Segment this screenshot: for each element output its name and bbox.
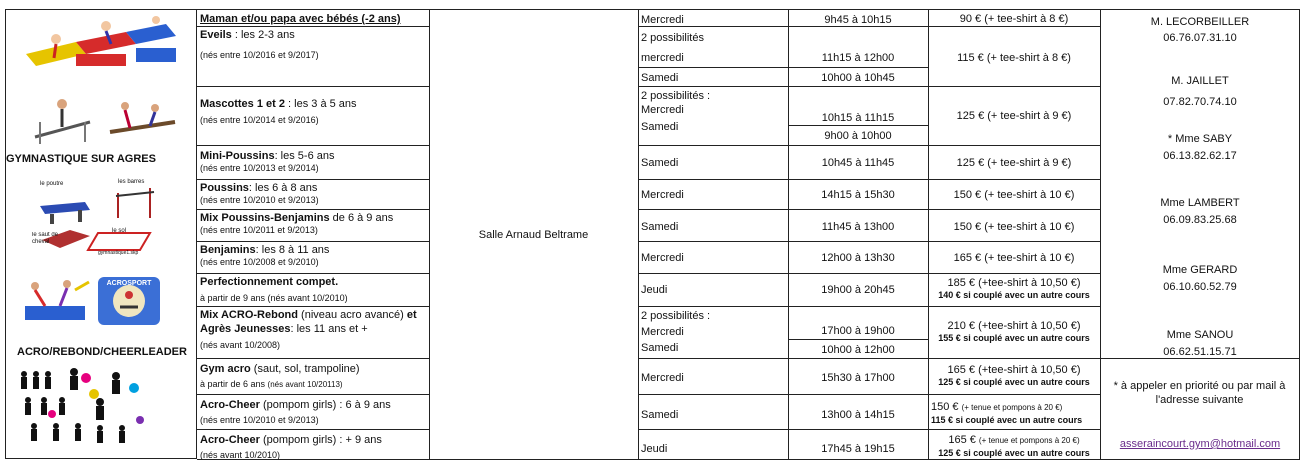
label-sol: le sol	[112, 228, 127, 234]
day-cell: Samedi	[638, 394, 789, 429]
course-title: Mix Poussins-Benjamins	[200, 212, 330, 224]
price-cell	[928, 306, 1101, 358]
course-title: Perfectionnement compet	[200, 276, 336, 288]
contact-name: Mme SANOU	[1166, 329, 1234, 341]
course-desc: : les 3 à 5 ans	[284, 98, 357, 110]
time-cell: 10h00 à 10h45	[788, 67, 929, 86]
contact-gerard	[1100, 263, 1300, 294]
day-cell: Mercredi	[638, 241, 789, 273]
course-sub: (nés entre 10/2016 et 9/2017)	[200, 50, 319, 60]
time-cell: 9h45 à 10h15	[788, 9, 929, 27]
course-sub: (nés entre 10/2010 et 9/2013)	[200, 195, 319, 205]
course-title: Acro-Cheer	[200, 399, 260, 411]
course-sub: (nés avant 10/2008)	[200, 340, 281, 350]
course-sub: (nés entre 10/2011 et 9/2013)	[200, 225, 318, 235]
course-desc: : les 5-6 ans	[274, 150, 335, 162]
price-note: 140 € si couplé avec un autre cours	[938, 290, 1090, 300]
contact-phone: 06.62.51.15.71	[1163, 346, 1237, 358]
course-desc: (pompom girls) : 6 à 9 ans	[259, 399, 391, 411]
contact-phone: 06.09.83.25.68	[1163, 214, 1237, 226]
course-row-1	[197, 26, 430, 86]
contact-saby	[1100, 132, 1300, 163]
time-cell: 11h45 à 13h00	[788, 209, 929, 241]
course-title: Maman et/ou papa avec bébés (-2 ans)	[200, 13, 401, 25]
price-cell: 150 € (+ tee-shirt à 10 €)	[928, 179, 1101, 209]
course-row-0	[197, 9, 430, 27]
course-row-9	[197, 358, 430, 394]
price-cell: 150 € (+ tee-shirt à 10 €)	[928, 209, 1101, 241]
day-options-label: 2 possibilités :	[641, 90, 711, 102]
course-row-4	[197, 179, 430, 209]
course-row-10	[197, 394, 430, 429]
acrosport-label: ACROSPORT	[106, 280, 152, 287]
day-cell: Mercredi	[638, 9, 789, 27]
course-desc: (saut, sol, trampoline)	[250, 363, 360, 375]
course-desc: (pompom girls) : + 9 ans	[259, 434, 382, 446]
course-title: Poussins	[200, 182, 249, 194]
label-saut-cheval: le saut de cheval	[32, 232, 59, 245]
contacts-cell	[1100, 9, 1300, 359]
acro-label: ACRO/REBOND/CHEERLEADER	[17, 346, 187, 358]
price-extra: (+ tenue et pompons à 20 €)	[961, 403, 1063, 412]
contact-note: * à appeler en priorité ou par mail à l'adresse suivante	[1113, 380, 1286, 406]
contact-lecorbeiller	[1100, 15, 1300, 45]
gymnastique-label: GYMNASTIQUE SUR AGRES	[6, 153, 156, 165]
course-row-11	[197, 429, 430, 460]
parallel-bars-image	[30, 92, 180, 147]
day-cell: Mercredi	[638, 179, 789, 209]
contact-name: Mme LAMBERT	[1160, 197, 1240, 209]
day-option: Samedi	[641, 342, 679, 354]
day-cell: Samedi	[638, 209, 789, 241]
contact-phone: 06.13.82.62.17	[1163, 150, 1237, 162]
contact-name: * Mme SABY	[1167, 133, 1233, 145]
day-option: Mercredi	[641, 326, 684, 338]
cheerleaders-image	[16, 366, 156, 446]
contact-name: M. JAILLET	[1171, 75, 1229, 87]
price-text: 185 € (+tee-shirt à 10,50 €)	[947, 277, 1081, 289]
time-cell: 19h00 à 20h45	[788, 273, 929, 306]
price-cell: 90 € (+ tee-shirt à 8 €)	[928, 9, 1101, 27]
course-title: Mini-Poussins	[200, 150, 275, 162]
price-cell: 125 € (+ tee-shirt à 9 €)	[928, 145, 1101, 179]
contact-note-cell	[1100, 358, 1300, 460]
time-cell: 10h00 à 12h00	[788, 339, 929, 358]
course-row-7	[197, 273, 430, 306]
time-cell: 15h30 à 17h00	[788, 358, 929, 394]
price-cell	[928, 394, 1101, 429]
price-cell	[928, 358, 1101, 394]
day-cell	[638, 86, 789, 145]
course-sub: (nés entre 10/2008 et 9/2010)	[200, 257, 319, 267]
day-options-label: 2 possibilités	[641, 32, 704, 44]
price-cell: 115 € (+ tee-shirt à 8 €)	[928, 26, 1101, 86]
course-sub: à partir de 6 ans	[200, 379, 268, 389]
course-row-5	[197, 209, 430, 241]
venue-cell	[429, 9, 639, 460]
price-text: 150 €	[931, 401, 962, 413]
course-title: Eveils	[200, 29, 232, 41]
day-cell: Samedi	[638, 67, 789, 86]
course-row-3	[197, 145, 430, 179]
day-cell	[638, 306, 789, 358]
course-sub: (nés entre 10/2013 et 9/2014)	[200, 163, 319, 173]
contact-phone: 06.10.60.52.79	[1163, 281, 1237, 293]
course-sub: (nés avant 10/2010)	[200, 450, 281, 460]
price-text: 165 €	[948, 434, 979, 446]
price-text: 165 € (+tee-shirt à 10,50 €)	[947, 364, 1081, 376]
price-note: 115 € si couplé avec un autre cours	[931, 415, 1083, 425]
time-cell: 17h00 à 19h00	[788, 306, 929, 340]
day-cell: Jeudi	[638, 429, 789, 460]
price-note: 125 € si couplé avec un autre cours	[938, 377, 1090, 387]
course-row-2	[197, 86, 430, 145]
course-desc-2: : les 11 ans et +	[290, 323, 368, 335]
course-title: Benjamins	[200, 244, 256, 256]
contact-name: M. LECORBEILLER	[1150, 16, 1250, 28]
time-cell: 12h00 à 13h30	[788, 241, 929, 273]
course-row-8	[197, 306, 430, 358]
price-text: 210 € (+tee-shirt à 10,50 €)	[947, 320, 1081, 332]
email-link[interactable]: asseraincourt.gym@hotmail.com	[1119, 438, 1281, 450]
day-option: mercredi	[641, 52, 684, 64]
time-cell: 14h15 à 15h30	[788, 179, 929, 209]
day-cell: Samedi	[638, 145, 789, 179]
course-title: Mix ACRO-Rebond	[200, 309, 298, 321]
day-cell: Mercredi	[638, 358, 789, 394]
course-sub-small: (nés avant 10/20113)	[267, 380, 343, 389]
course-desc: .	[335, 276, 339, 288]
price-cell: 165 € (+ tee-shirt à 10 €)	[928, 241, 1101, 273]
contact-lambert	[1100, 196, 1300, 227]
time-cell: 10h15 à 11h15	[788, 86, 929, 126]
price-note: 125 € si couplé avec un autre cours	[938, 448, 1090, 458]
contact-name: Mme GERARD	[1162, 264, 1238, 276]
course-desc: (niveau acro avancé)	[297, 309, 407, 321]
time-cell: 13h00 à 14h15	[788, 394, 929, 429]
day-cell: Jeudi	[638, 273, 789, 306]
day-cell	[638, 26, 789, 68]
course-desc: : les 2-3 ans	[231, 29, 295, 41]
course-desc: : les 8 à 11 ans	[255, 244, 330, 256]
label-barres: les barres	[118, 179, 145, 185]
contact-phone: 06.76.07.31.10	[1163, 32, 1237, 44]
venue-name: Salle Arnaud Beltrame	[478, 229, 589, 241]
price-extra: (+ tenue et pompons à 20 €)	[978, 436, 1080, 445]
label-poutre: le poutre	[40, 181, 64, 187]
course-title: Acro-Cheer	[200, 434, 260, 446]
day-options-label: 2 possibilités :	[641, 310, 711, 322]
price-cell	[928, 429, 1101, 460]
price-note: 155 € si couplé avec un autre cours	[938, 333, 1090, 343]
course-title: Mascottes 1 et 2	[200, 98, 285, 110]
course-sub: à partir de 9 ans (nés avant 10/2010)	[200, 293, 348, 303]
course-sub: (nés entre 10/2010 et 9/2013)	[200, 415, 319, 425]
acro-gymnasts-image	[15, 276, 95, 324]
time-cell: 9h00 à 10h00	[788, 125, 929, 145]
course-row-6	[197, 241, 430, 273]
time-cell: 17h45 à 19h15	[788, 429, 929, 460]
course-title: Gym acro	[200, 363, 251, 375]
price-cell: 125 € (+ tee-shirt à 9 €)	[928, 86, 1101, 145]
course-desc: : les 6 à 8 ans	[248, 182, 318, 194]
contact-sanou	[1100, 328, 1300, 359]
contact-jaillet	[1100, 74, 1300, 109]
course-desc: de 6 à 9 ans	[329, 212, 394, 224]
kids-gym-mats-image	[16, 14, 186, 74]
day-option: Samedi	[641, 121, 679, 133]
course-title-2: et Agrès Jeunesses	[200, 309, 417, 335]
day-option: Mercredi	[641, 104, 684, 116]
time-cell: 10h45 à 11h45	[788, 145, 929, 179]
price-cell	[928, 273, 1101, 306]
label-skp: gymnastique1.skp	[98, 250, 139, 256]
course-sub: (nés entre 10/2014 et 9/2016)	[200, 115, 319, 125]
time-cell: 11h15 à 12h00	[788, 26, 929, 68]
contact-phone: 07.82.70.74.10	[1163, 96, 1237, 108]
